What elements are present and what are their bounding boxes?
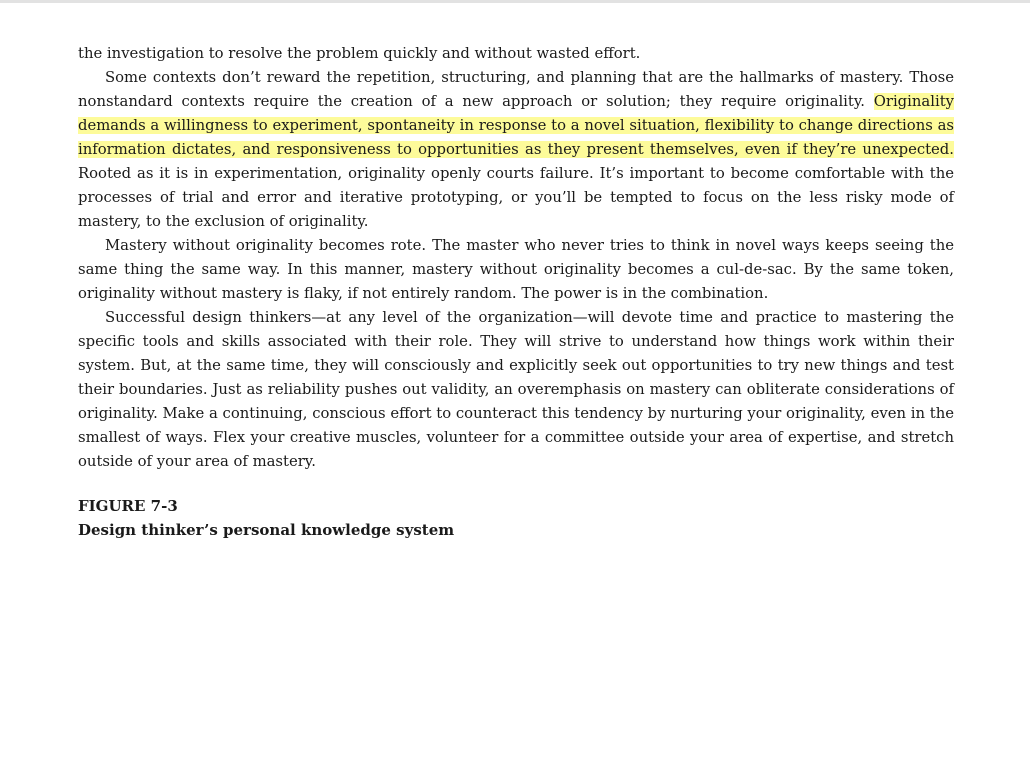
top-border [0,0,1030,3]
document-page [78,42,954,542]
figure-label: FIGURE 7-3 [78,497,178,515]
highlighted-passage[interactable]: Originality demands a willingness to experiment, spontaneity in response to a novel situation, flexibility to change directions as information dictates, and responsiveness to opportunities as they present themselves, even if they’re unexpected. [78,93,954,158]
paragraph-1: the investigation to resolve the problem quickly and without wasted effort. [78,45,641,62]
paragraph-2-text-before: Some contexts don’t reward the repetition, structuring, and planning that are the hallmarks of mastery. Those nonstandard contexts require the creation of a new approach or solution; they require originality. [78,69,954,110]
paragraph-3: Mastery without originality becomes rote. The master who never tries to think in novel ways keeps seeing the same thing the same way. In this manner, mastery without originality becomes a cul-de-sac. By the same token, originality without mastery is flaky, if not entirely random. The power is in the combination. [78,237,954,302]
paragraph-2 [78,66,954,234]
paragraph-2-text-after: Rooted as it is in experimentation, originality openly courts failure. It’s important to become comfortable with the processes of trial and error and iterative prototyping, or you’ll be tempted to focus on the less risky mode of mastery, to the exclusion of originality. [78,165,954,230]
paragraph-4: Successful design thinkers—at any level of the organization—will devote time and practice to mastering the specific tools and skills associated with their role. They will strive to understand how things work within their system. But, at the same time, they will consciously and explicitly seek out opportunities to try new things and test their boundaries. Just as reliability pushes out validity, an overemphasis on mastery can obliterate considerations of originality. Make a continuing, conscious effort to counteract this tendency by nurturing your originality, even in the smallest of ways. Flex your creative muscles, volunteer for a committee outside your area of expertise, and stretch outside of your area of mastery. [78,309,954,470]
figure-title: Design thinker’s personal knowledge system [78,521,455,539]
